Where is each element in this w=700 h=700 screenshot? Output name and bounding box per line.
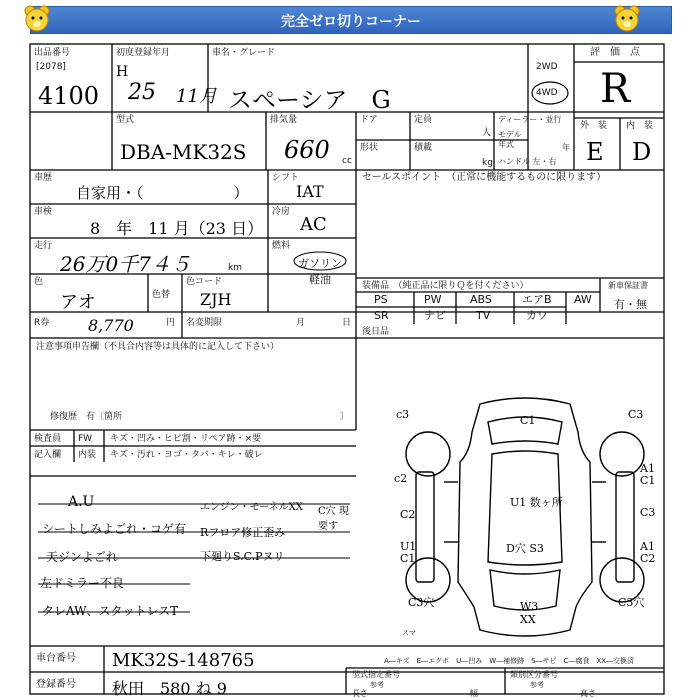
diagram-mark-13: A1	[640, 540, 655, 553]
diagram-mark-8: U1 数ヶ所	[510, 496, 563, 509]
model-year-label: モデル 年式	[498, 130, 522, 149]
color-code: ZJH	[200, 290, 232, 309]
usage-value: 自家用・（ ）	[76, 184, 249, 202]
banner-title: 完全ゼロ切りコーナー	[281, 14, 421, 30]
seats-label: 定員	[414, 115, 433, 125]
equip-tv: TV	[476, 309, 491, 322]
diagram-mark-17: C3穴	[618, 596, 645, 609]
comment-left-1: A.U	[68, 494, 95, 510]
disp-value: 660	[284, 136, 330, 164]
year-suffix: 年	[562, 143, 570, 152]
class-number-label: 類別区分番号	[510, 670, 558, 679]
person-unit: 人	[482, 128, 492, 138]
equip-airbag: エアB	[522, 293, 552, 306]
int-label: 内 装	[626, 121, 654, 131]
name-change-month: 月	[296, 318, 306, 328]
diagram-mark-9: C3	[640, 506, 656, 519]
inspection-label: 車検	[34, 207, 53, 217]
width-label: 幅	[470, 689, 478, 698]
fixed-number-label: 型式指定番号	[352, 670, 400, 679]
equipment-label: 装備品 （純正品に限りＱを付ください）	[362, 281, 529, 291]
model-value: DBA-MK32S	[120, 140, 247, 164]
diagram-mark-16: W3 XX	[520, 600, 539, 626]
diagram-mark-7: C2	[400, 508, 416, 521]
diagram-mark-11: C1	[400, 552, 416, 565]
legend-row2: キズ・汚れ・ヨゴ・タバ・キレ・破レ	[110, 450, 263, 460]
recycle-unit: 円	[166, 318, 176, 328]
legend-row1: キズ・凹み・ヒビ割・リペア跡・×要	[110, 434, 262, 444]
length-label: 長さ	[352, 689, 368, 698]
ext-label: 外 装	[580, 121, 608, 131]
damage-code-note: A―キズ E―エクボ U―凹み W―補修跡 S―サビ C―腐食 XX―交換済	[384, 657, 635, 665]
comment-left-5: タレAW、スタットレスT	[42, 604, 179, 618]
inspection-value: 8 年 11 月（23 日）	[90, 219, 264, 238]
name-change-label: 名変期限	[186, 318, 223, 328]
rear-seat-label: 後日品	[362, 327, 390, 337]
ac-label: 冷房	[272, 207, 291, 217]
door-label: ドア	[360, 115, 378, 125]
color-change-label: 色替	[152, 290, 171, 300]
disp-label: 排気量	[270, 115, 298, 125]
score-label: 評 価 点	[590, 47, 640, 58]
shape-label: 形状	[360, 143, 379, 153]
comment-left-3: 天ジンよごれ	[46, 550, 118, 564]
registration-label: 登録番号	[36, 679, 76, 690]
comment-right-2: Rフロア修正歪み	[200, 526, 286, 539]
comment-right-4: C穴 現要す	[318, 506, 349, 532]
warranty-label: 新車保証書	[608, 281, 648, 290]
comment-right-3: 下廻りS.C.Pヌリ	[200, 550, 285, 563]
diagram-mark-6: c2	[394, 472, 408, 485]
repair-label: 修復歴 有〔箇所	[50, 412, 123, 422]
comment-right-1: エンジン・モーネルXX	[200, 502, 303, 513]
selling-points-label: セールスポイント （正常に機能するものに限ります）	[362, 172, 607, 183]
diagram-mark-12: D穴 S3	[506, 542, 544, 555]
usage-label: 車歴	[34, 173, 53, 183]
comment-lines	[30, 486, 360, 626]
legend-interior: 内装	[78, 450, 97, 460]
color-value: アオ	[60, 292, 96, 313]
class-ref: 参考	[530, 681, 544, 689]
registration-value: 秋田 580 ね 9	[112, 679, 227, 698]
cc-unit: cc	[342, 156, 352, 166]
equip-abs: ABS	[470, 293, 492, 306]
equip-pw: PW	[424, 293, 442, 306]
diagram-mark-5: C1	[640, 474, 656, 487]
diagram-mark-2: C1	[520, 414, 536, 427]
equip-leather: カワ	[526, 309, 548, 322]
fuel-label: 燃料	[272, 241, 291, 251]
reg-label: 初度登録年月	[116, 48, 171, 58]
lot-small: [2078]	[36, 62, 66, 72]
lot-number: 4100	[38, 82, 100, 110]
lot-label: 出品番号	[34, 48, 71, 58]
drive-2wd: 2WD	[536, 62, 558, 72]
drive-circle-mark	[530, 80, 570, 106]
mileage-value: 26万0千7４５	[60, 252, 191, 276]
diagram-mark-15: C3穴	[408, 596, 435, 609]
comment-left-2: シートしみよごれ・コゲ有	[42, 522, 187, 536]
chassis-label: 車台番号	[36, 653, 76, 664]
chassis-value: MK32S-148765	[112, 650, 255, 671]
comment-left-4: 左ドミラー不良	[40, 576, 125, 590]
reg-year: 25	[128, 80, 156, 105]
name-change-day: 日	[342, 318, 352, 328]
drive-4wd: 4WD	[536, 88, 558, 98]
inspector-label: 検査員	[34, 434, 62, 444]
equip-navi: ナビ	[424, 309, 446, 322]
recycle-label: R券	[34, 318, 50, 328]
recycle-value: 8,770	[88, 316, 134, 335]
shift-label: シフト	[272, 173, 300, 183]
diagram-mark-14: C2	[640, 552, 656, 565]
diagram-mark-1: c3	[396, 408, 410, 421]
car-name: スペーシア G	[228, 86, 391, 114]
equip-aw: AW	[574, 293, 592, 306]
mileage-unit: km	[228, 263, 242, 273]
diagram-mark-3: C3	[628, 408, 644, 421]
record-label: 記入欄	[34, 450, 62, 460]
reg-era: H	[116, 64, 129, 80]
notes-label: 注意事項申告欄（不具合内容等は具体的に記入して下さい）	[36, 342, 280, 352]
legend-fw: FW	[78, 434, 93, 444]
height-label: 高さ	[580, 689, 596, 698]
ac-value: AC	[300, 214, 327, 235]
model-label: 型式	[116, 115, 135, 125]
car-name-label: 車名・グレード	[212, 48, 276, 58]
fuel-value: ガソリン 軽油	[298, 257, 342, 286]
diagram-mark-18: スマ	[402, 629, 416, 637]
reg-month: 11月	[176, 86, 217, 107]
mileage-label: 走行	[34, 241, 53, 251]
diagram-mark-4: A1	[640, 462, 655, 475]
fixed-ref: 参考	[370, 681, 384, 689]
repair-bracket: 〕	[340, 412, 350, 422]
equip-ps: PS	[374, 293, 388, 306]
color-code-label: 色コード	[186, 277, 223, 287]
fuel-circle-mark	[292, 250, 348, 272]
color-label: 色	[34, 277, 44, 287]
equip-sr: SR	[374, 309, 389, 322]
handle-label: ハンドル 左・右	[498, 157, 557, 166]
diagram-mark-10: U1	[400, 540, 417, 553]
kg-unit: kg	[482, 158, 493, 168]
load-label: 積載	[414, 143, 433, 153]
warranty-value: 有・無	[614, 298, 647, 311]
dealer-label: ディーラー・並行	[498, 115, 562, 124]
score-value: R	[600, 66, 631, 112]
shift-value: IAT	[296, 182, 324, 201]
int-grade: D	[632, 138, 652, 166]
ext-grade: E	[586, 138, 604, 166]
